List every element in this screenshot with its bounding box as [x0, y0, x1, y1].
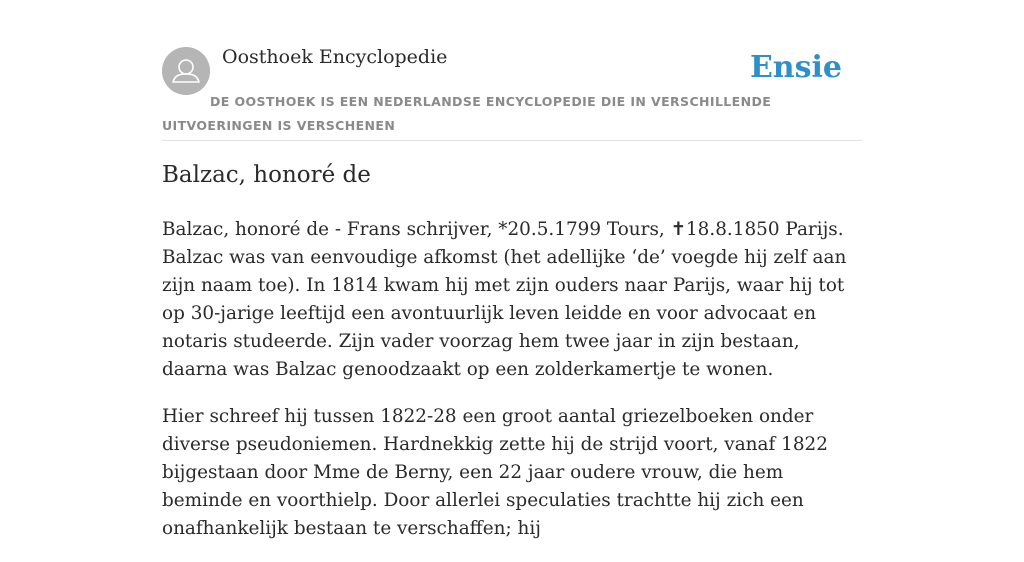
article-body — [162, 216, 862, 562]
user-avatar-icon[interactable] — [162, 47, 210, 95]
article-paragraph: Balzac, honoré de - Frans schrijver, *20.5.1799 Tours, ✝18.8.1850 Parijs. Balzac was van eenvoudige afkomst (het adellijke ‘de’ voegde hij zelf aan zijn naam toe). In 1814 kwam hij met zijn ouders naar Parijs, waar hij tot op 30-jarige leeftijd een avontuurlijk leven leidde en voor advocaat en notaris studeerde. Zijn vader voorzag hem twee jaar in zijn bestaan, daarna was Balzac genoodzaakt op een zolderkamertje te wonen. — [162, 219, 847, 380]
brand-logo[interactable]: Ensie — [749, 50, 842, 85]
site-header — [162, 0, 862, 141]
site-name[interactable]: Oosthoek Encyclopedie — [222, 46, 448, 68]
site-tagline: DE OOSTHOEK IS EEN NEDERLANDSE ENCYCLOPEDIE DIE IN VERSCHILLENDE UITVOERINGEN IS VERSCHENEN — [162, 94, 772, 133]
article-title: Balzac, honoré de — [162, 162, 371, 188]
article-paragraph: Hier schreef hij tussen 1822-28 een groot aantal griezelboeken onder diverse pseudoniemen. Hardnekkig zette hij de strijd voort, vanaf 1822 bijgestaan door Mme de Berny, een 22 jaar oudere vrouw, die hem beminde en voorthielp. Door allerlei speculaties trachtte hij zich een onafhankelijk bestaan te verschaffen; hij — [162, 406, 828, 539]
page-container — [162, 0, 862, 539]
